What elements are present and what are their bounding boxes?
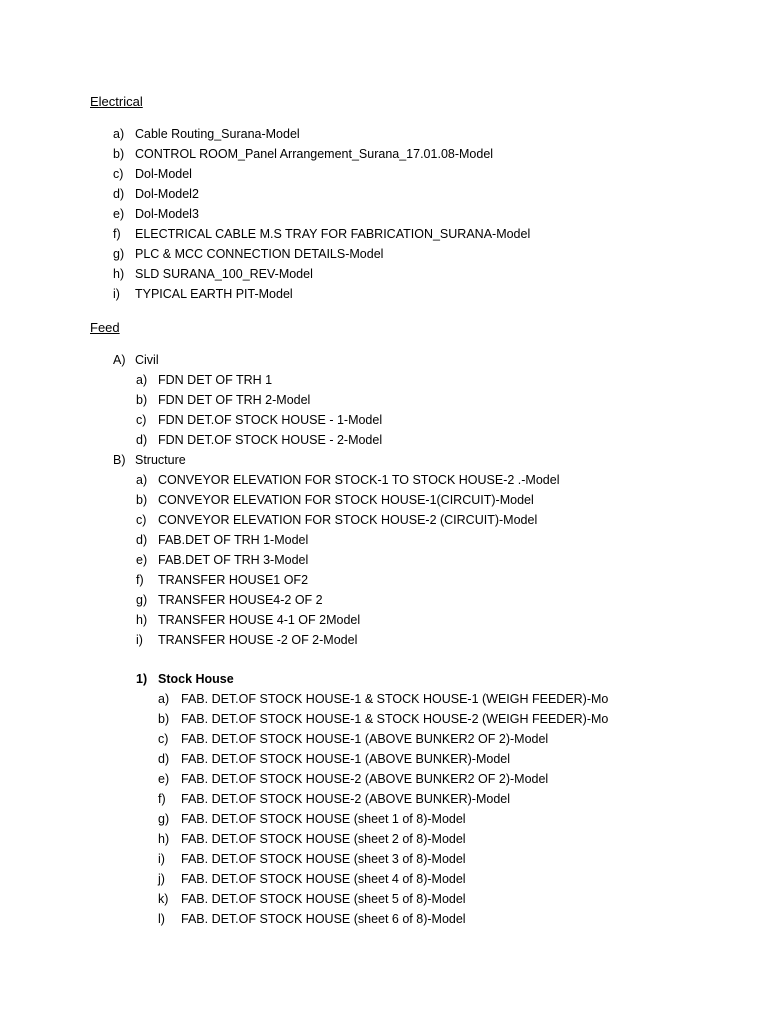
subsection-label: Stock House: [158, 672, 234, 686]
list-marker: f): [158, 792, 166, 806]
list-item-text: FDN DET OF TRH 1: [158, 373, 273, 387]
list-item-text: FAB. DET.OF STOCK HOUSE (sheet 2 of 8)-Model: [181, 832, 466, 846]
list-item-text: FAB. DET.OF STOCK HOUSE (sheet 3 of 8)-Model: [181, 852, 466, 866]
list-marker: f): [113, 227, 121, 241]
list-item-text: FAB. DET.OF STOCK HOUSE-2 (ABOVE BUNKER)-Model: [181, 792, 511, 806]
list-item-text: TRANSFER HOUSE1 OF2: [158, 573, 309, 587]
list-item-text: FDN DET.OF STOCK HOUSE - 1-Model: [158, 413, 383, 427]
list-marker: h): [113, 267, 125, 281]
list-item-text: FAB. DET.OF STOCK HOUSE (sheet 4 of 8)-Model: [181, 872, 466, 886]
subsection-label: Civil: [135, 353, 159, 367]
list-marker: e): [136, 553, 148, 567]
list-marker: h): [158, 832, 170, 846]
list-marker: i): [158, 852, 165, 866]
list-item-text: FAB. DET.OF STOCK HOUSE-2 (ABOVE BUNKER2 OF 2)-Model: [181, 772, 549, 786]
list-marker: b): [136, 393, 148, 407]
list-marker: a): [136, 373, 148, 387]
list-marker: f): [136, 573, 144, 587]
list-marker: d): [136, 433, 148, 447]
list-item-text: FAB.DET OF TRH 3-Model: [158, 553, 309, 567]
list-marker: a): [113, 127, 125, 141]
list-item-text: Dol-Model: [135, 167, 192, 181]
list-marker: B): [113, 453, 126, 467]
list-item-text: Cable Routing_Surana-Model: [135, 127, 300, 141]
list-marker: d): [158, 752, 170, 766]
list-marker: c): [113, 167, 124, 181]
list-item-text: FAB. DET.OF STOCK HOUSE (sheet 1 of 8)-Model: [181, 812, 466, 826]
subsection-label: Structure: [135, 453, 186, 467]
list-marker: A): [113, 353, 126, 367]
list-marker: h): [136, 613, 148, 627]
list-marker: b): [158, 712, 170, 726]
list-marker: i): [113, 287, 120, 301]
list-item-text: TRANSFER HOUSE -2 OF 2-Model: [158, 633, 358, 647]
list-marker: c): [158, 732, 169, 746]
list-item-text: FAB.DET OF TRH 1-Model: [158, 533, 309, 547]
list-marker: a): [136, 473, 148, 487]
list-marker: e): [158, 772, 170, 786]
section-heading-electrical: Electrical: [90, 94, 143, 109]
list-item-text: Dol-Model3: [135, 207, 199, 221]
list-marker: g): [136, 593, 148, 607]
list-item-text: FAB. DET.OF STOCK HOUSE (sheet 6 of 8)-Model: [181, 912, 466, 926]
list-item-text: FDN DET OF TRH 2-Model: [158, 393, 311, 407]
list-marker: c): [136, 513, 147, 527]
list-marker: a): [158, 692, 170, 706]
list-marker: g): [158, 812, 170, 826]
list-marker: d): [136, 533, 148, 547]
list-marker: d): [113, 187, 125, 201]
list-item-text: TRANSFER HOUSE 4-1 OF 2Model: [158, 613, 361, 627]
list-item-text: ELECTRICAL CABLE M.S TRAY FOR FABRICATION_SURANA-Model: [135, 227, 531, 241]
list-item-text: FAB. DET.OF STOCK HOUSE-1 (ABOVE BUNKER2 OF 2)-Model: [181, 732, 549, 746]
list-item-text: PLC & MCC CONNECTION DETAILS-Model: [135, 247, 384, 261]
list-marker: b): [113, 147, 125, 161]
list-marker: l): [158, 912, 165, 926]
list-item-text: CONVEYOR ELEVATION FOR STOCK HOUSE-1(CIRCUIT)-Model: [158, 493, 534, 507]
list-item-text: SLD SURANA_100_REV-Model: [135, 267, 313, 281]
list-item-text: FAB. DET.OF STOCK HOUSE-1 & STOCK HOUSE-2 (WEIGH FEEDER)-Mo: [181, 712, 609, 726]
list-item-text: CONVEYOR ELEVATION FOR STOCK HOUSE-2 (CIRCUIT)-Model: [158, 513, 538, 527]
list-item-text: TYPICAL EARTH PIT-Model: [135, 287, 293, 301]
list-item-text: TRANSFER HOUSE4-2 OF 2: [158, 593, 323, 607]
list-marker: k): [158, 892, 169, 906]
list-marker: e): [113, 207, 125, 221]
list-marker: 1): [136, 672, 148, 686]
list-marker: j): [158, 872, 165, 886]
section-heading-feed: Feed: [90, 320, 120, 335]
list-item-text: CONTROL ROOM_Panel Arrangement_Surana_17.01.08-Model: [135, 147, 494, 161]
list-item-text: FDN DET.OF STOCK HOUSE - 2-Model: [158, 433, 383, 447]
list-item-text: FAB. DET.OF STOCK HOUSE-1 & STOCK HOUSE-1 (WEIGH FEEDER)-Mo: [181, 692, 609, 706]
list-item-text: Dol-Model2: [135, 187, 199, 201]
list-item-text: CONVEYOR ELEVATION FOR STOCK-1 TO STOCK HOUSE-2 .-Model: [158, 473, 560, 487]
list-marker: b): [136, 493, 148, 507]
list-item-text: FAB. DET.OF STOCK HOUSE (sheet 5 of 8)-Model: [181, 892, 466, 906]
list-marker: g): [113, 247, 125, 261]
list-marker: i): [136, 633, 143, 647]
list-item-text: FAB. DET.OF STOCK HOUSE-1 (ABOVE BUNKER)-Model: [181, 752, 511, 766]
list-marker: c): [136, 413, 147, 427]
